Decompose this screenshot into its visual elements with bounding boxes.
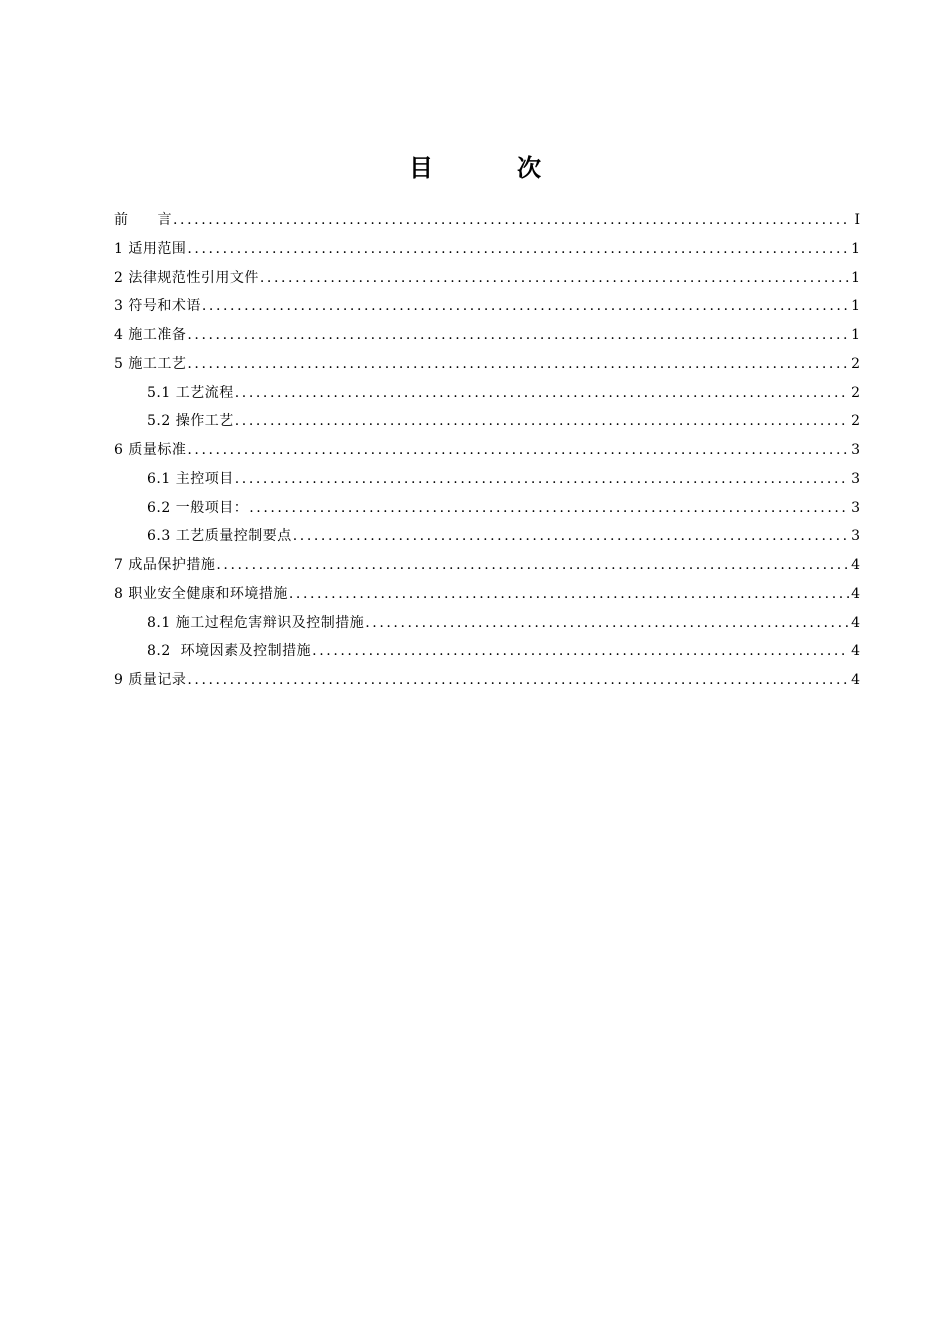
toc-entry-6[interactable] <box>114 436 860 465</box>
toc-leader-dots <box>260 264 849 293</box>
page-title: 目 次 <box>409 154 571 182</box>
toc-entry-page: 3 <box>851 499 860 516</box>
toc-entry-7[interactable] <box>114 551 860 580</box>
toc-entry-3[interactable] <box>114 292 860 321</box>
toc-entry-label: 前 言 <box>114 212 172 228</box>
toc-entry-page: 3 <box>851 470 860 487</box>
toc-entry-5[interactable] <box>114 350 860 379</box>
toc-entry-2[interactable] <box>114 264 860 293</box>
toc-entry-foreword[interactable] <box>114 206 860 235</box>
toc-leader-dots <box>293 522 849 551</box>
toc-entry-label: 6.3 工艺质量控制要点 <box>147 528 292 545</box>
toc-entry-page: 2 <box>851 413 860 430</box>
toc-entry-label: 4 施工准备 <box>114 327 187 343</box>
toc-entry-label: 3 符号和术语 <box>114 298 201 315</box>
toc-entry-label: 5.2 操作工艺 <box>147 413 234 430</box>
toc-leader-dots <box>187 666 849 695</box>
toc-leader-dots <box>187 436 849 465</box>
toc-entry-page: 3 <box>851 442 860 458</box>
toc-entry-6-2[interactable] <box>114 494 860 523</box>
toc-leader-dots <box>173 206 850 235</box>
toc-entry-page: I <box>854 212 860 228</box>
toc-leader-dots <box>187 235 849 264</box>
toc-entry-page: 1 <box>851 240 860 257</box>
toc-entry-page: 4 <box>851 585 860 602</box>
toc-leader-dots <box>187 350 849 379</box>
toc-entry-page: 4 <box>851 643 860 660</box>
toc-leader-dots <box>187 321 849 350</box>
toc-leader-dots <box>202 292 849 321</box>
toc-entry-label: 6.2 一般项目： <box>147 499 249 516</box>
table-of-contents <box>114 206 860 695</box>
toc-leader-dots <box>312 637 849 666</box>
toc-entry-page: 2 <box>851 355 860 372</box>
toc-leader-dots <box>235 465 849 494</box>
toc-leader-dots <box>235 379 849 408</box>
toc-entry-label: 5 施工工艺 <box>114 355 187 372</box>
toc-entry-9[interactable] <box>114 666 860 695</box>
toc-entry-label: 7 成品保护措施 <box>114 557 216 573</box>
toc-leader-dots <box>235 407 849 436</box>
toc-entry-1[interactable] <box>114 235 860 264</box>
toc-leader-dots <box>216 551 849 580</box>
toc-entry-page: 4 <box>851 672 860 688</box>
toc-entry-page: 1 <box>851 327 860 343</box>
toc-entry-4[interactable] <box>114 321 860 350</box>
toc-entry-page: 4 <box>851 614 860 631</box>
toc-entry-label: 9 质量记录 <box>114 672 187 688</box>
toc-entry-page: 2 <box>851 384 860 401</box>
toc-leader-dots <box>249 494 849 523</box>
toc-entry-6-3[interactable] <box>114 522 860 551</box>
toc-entry-8-2[interactable] <box>114 637 860 666</box>
toc-entry-label: 6.1 主控项目 <box>147 470 234 487</box>
toc-leader-dots <box>289 580 849 609</box>
toc-entry-page: 1 <box>851 269 860 286</box>
toc-entry-5-1[interactable] <box>114 379 860 408</box>
toc-entry-label: 8 职业安全健康和环境措施 <box>114 585 288 602</box>
toc-entry-page: 3 <box>851 528 860 545</box>
toc-entry-8[interactable] <box>114 580 860 609</box>
toc-entry-label: 6 质量标准 <box>114 442 187 458</box>
toc-entry-label: 8.2 环境因素及控制措施 <box>147 643 312 660</box>
toc-entry-page: 1 <box>851 298 860 315</box>
toc-entry-5-2[interactable] <box>114 407 860 436</box>
toc-entry-label: 1 适用范围 <box>114 240 187 257</box>
toc-entry-6-1[interactable] <box>114 465 860 494</box>
toc-entry-label: 5.1 工艺流程 <box>147 384 234 401</box>
toc-leader-dots <box>365 609 849 638</box>
toc-entry-8-1[interactable] <box>114 609 860 638</box>
toc-entry-label: 2 法律规范性引用文件 <box>114 269 259 286</box>
toc-entry-page: 4 <box>851 557 860 573</box>
toc-entry-label: 8.1 施工过程危害辩识及控制措施 <box>147 614 365 631</box>
